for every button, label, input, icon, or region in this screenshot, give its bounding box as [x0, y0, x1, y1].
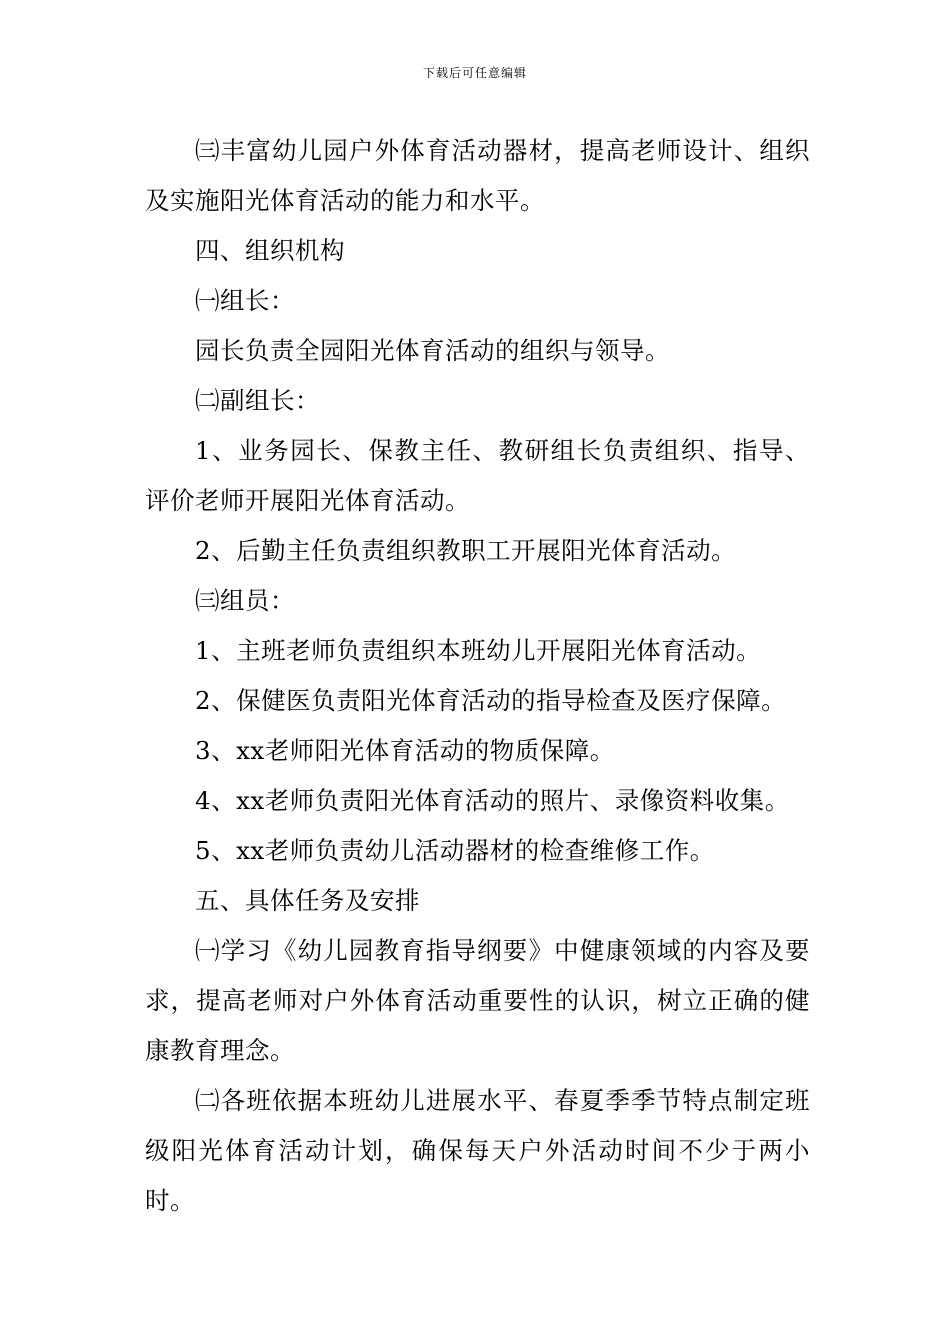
- paragraph-leader-duty: 园长负责全园阳光体育活动的组织与领导。: [195, 336, 670, 365]
- document-body: [145, 126, 810, 1226]
- heading-tasks: 五、具体任务及安排: [195, 886, 420, 915]
- subheading-deputy-leader: ㈡副组长：: [195, 386, 320, 415]
- subheading-members: ㈢组员：: [195, 586, 295, 615]
- paragraph-deputy-duty-1: 1、业务园长、保教主任、教研组长负责组织、指导、评价老师开展阳光体育活动。: [145, 436, 810, 515]
- paragraph-member-duty-2: 2、保健医负责阳光体育活动的指导检查及医疗保障。: [195, 686, 787, 715]
- paragraph-member-duty-1: 1、主班老师负责组织本班幼儿开展阳光体育活动。: [195, 636, 762, 665]
- paragraph-task-2: ㈡各班依据本班幼儿进展水平、春夏季季节特点制定班级阳光体育活动计划，确保每天户外活动时间不少于两小时。: [145, 1086, 810, 1215]
- paragraph-equipment-goal: ㈢丰富幼儿园户外体育活动器材，提高老师设计、组织及实施阳光体育活动的能力和水平。: [145, 136, 810, 215]
- paragraph-task-1: ㈠学习《幼儿园教育指导纲要》中健康领域的内容及要求，提高老师对户外体育活动重要性的认识，树立正确的健康教育理念。: [145, 936, 810, 1065]
- paragraph-member-duty-5: 5、xx老师负责幼儿活动器材的检查维修工作。: [195, 836, 715, 865]
- subheading-leader: ㈠组长：: [195, 286, 295, 315]
- paragraph-member-duty-3: 3、xx老师阳光体育活动的物质保障。: [195, 736, 615, 765]
- paragraph-member-duty-4: 4、xx老师负责阳光体育活动的照片、录像资料收集。: [195, 786, 790, 815]
- heading-organization: 四、组织机构: [195, 236, 345, 265]
- paragraph-deputy-duty-2: 2、后勤主任负责组织教职工开展阳光体育活动。: [195, 536, 737, 565]
- page-header-note: 下载后可任意编辑: [422, 66, 527, 80]
